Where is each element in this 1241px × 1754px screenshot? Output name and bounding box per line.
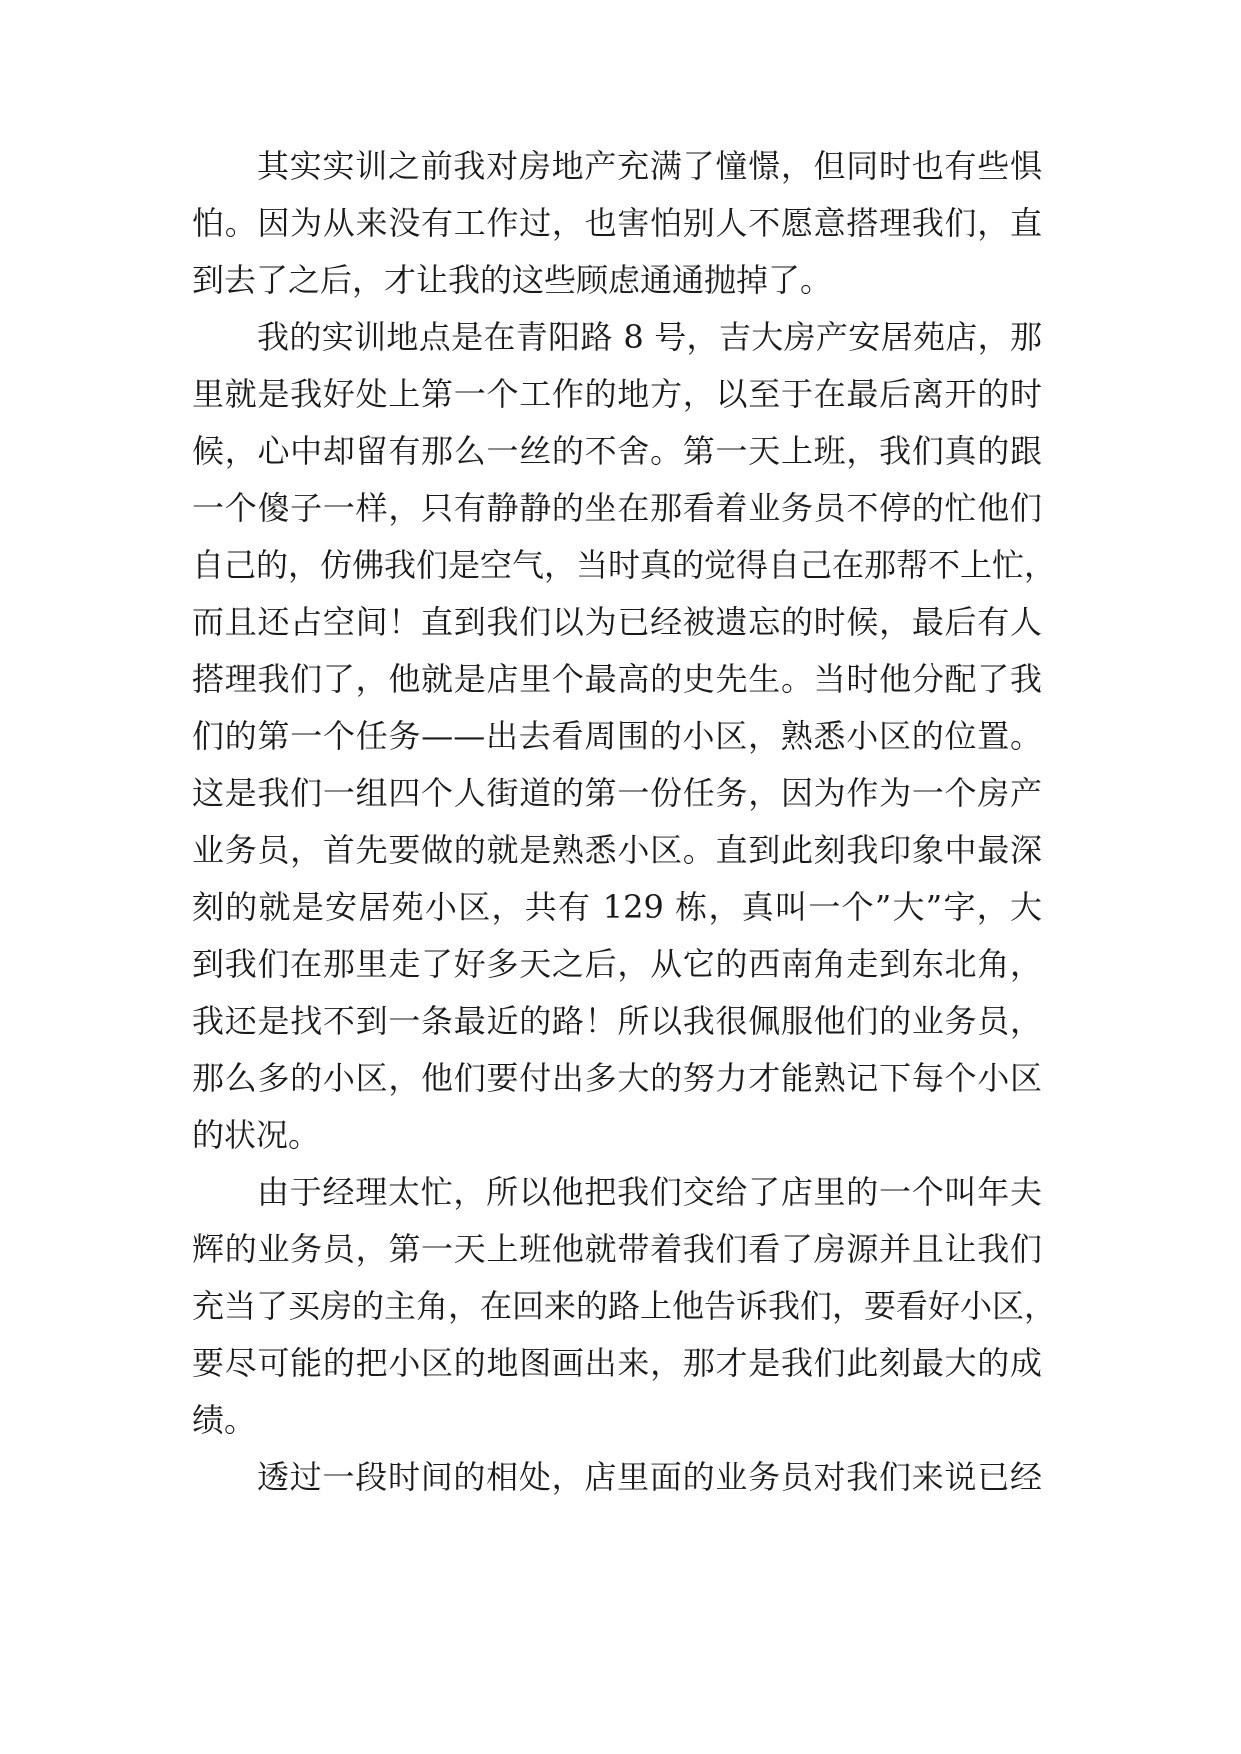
paragraph-line: 们的第一个任务——出去看周围的小区，熟悉小区的位置。 — [192, 717, 1042, 755]
paragraph-line: 的状况。 — [192, 1116, 321, 1154]
paragraph-line: 这是我们一组四个人街道的第一份任务，因为作为一个房产 — [192, 774, 1042, 812]
paragraph-line: 到去了之后，才让我的这些顾虑通通抛掉了。 — [192, 261, 833, 299]
paragraph-line: 我还是找不到一条最近的路！所以我很佩服他们的业务员， — [192, 1002, 1042, 1040]
paragraph-line: 自己的，仿佛我们是空气，当时真的觉得自己在那帮不上忙， — [192, 546, 1057, 584]
paragraph-line: 其实实训之前我对房地产充满了憧憬，但同时也有些惧 — [257, 147, 1042, 185]
paragraph-line: 刻的就是安居苑小区，共有 129 栋，真叫一个”大”字，大 — [192, 888, 1042, 926]
paragraph-line: 业务员，首先要做的就是熟悉小区。直到此刻我印象中最深 — [192, 831, 1042, 869]
paragraph-line: 辉的业务员，第一天上班他就带着我们看了房源并且让我们 — [192, 1230, 1042, 1268]
paragraph-line: 透过一段时间的相处，店里面的业务员对我们来说已经 — [257, 1458, 1042, 1496]
paragraph-line: 一个傻子一样，只有静静的坐在那看着业务员不停的忙他们 — [192, 489, 1042, 527]
paragraph-line: 到我们在那里走了好多天之后，从它的西南角走到东北角， — [192, 945, 1042, 983]
paragraph-line: 怕。因为从来没有工作过，也害怕别人不愿意搭理我们，直 — [192, 204, 1042, 242]
paragraph-line: 绩。 — [192, 1401, 257, 1439]
paragraph-line: 我的实训地点是在青阳路 8 号，吉大房产安居苑店，那 — [257, 318, 1042, 356]
paragraph-line: 由于经理太忙，所以他把我们交给了店里的一个叫年夫 — [257, 1173, 1042, 1211]
paragraph-line: 搭理我们了，他就是店里个最高的史先生。当时他分配了我 — [192, 660, 1042, 698]
paragraph-line: 要尽可能的把小区的地图画出来，那才是我们此刻最大的成 — [192, 1344, 1042, 1382]
paragraph-line: 候，心中却留有那么一丝的不舍。第一天上班，我们真的跟 — [192, 432, 1042, 470]
paragraph-line: 而且还占空间！直到我们以为已经被遗忘的时候，最后有人 — [192, 603, 1042, 641]
paragraph-line: 充当了买房的主角，在回来的路上他告诉我们，要看好小区， — [192, 1287, 1057, 1325]
paragraph-line: 那么多的小区，他们要付出多大的努力才能熟记下每个小区 — [192, 1059, 1042, 1097]
paragraph-line: 里就是我好处上第一个工作的地方，以至于在最后离开的时 — [192, 375, 1042, 413]
